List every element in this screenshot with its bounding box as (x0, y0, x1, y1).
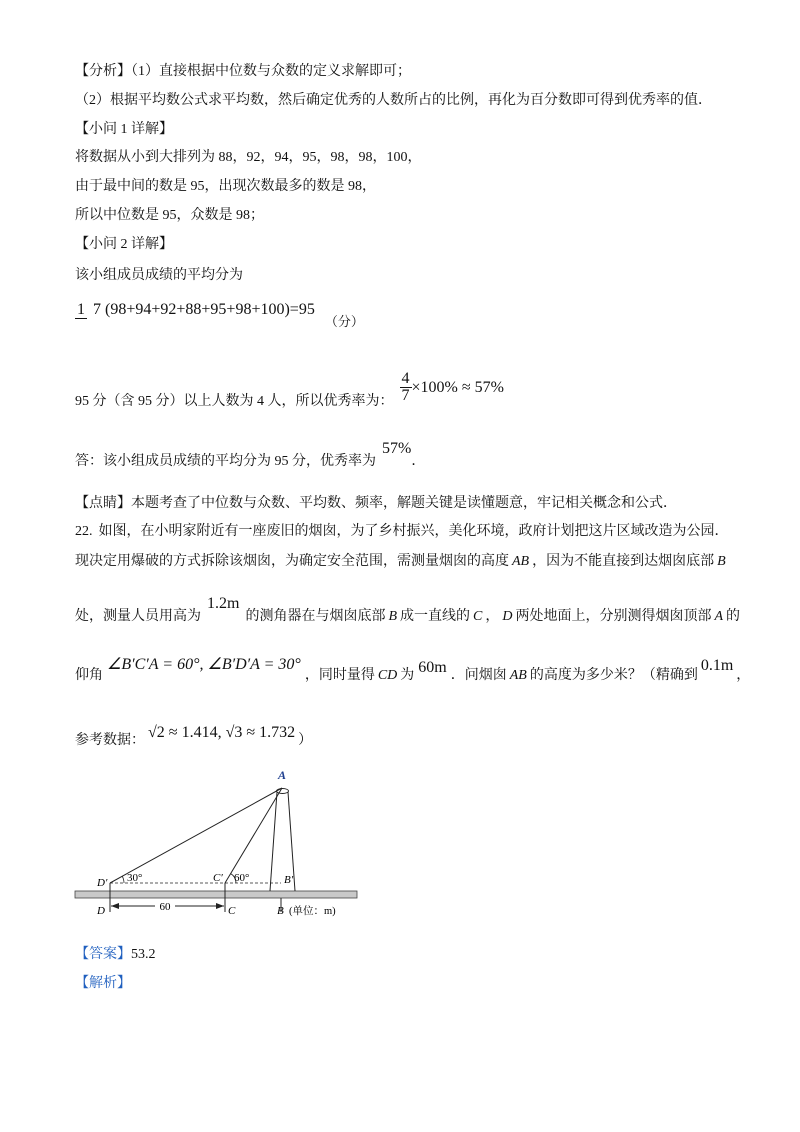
part1-line-result: 所以中位数是 95，众数是 98； (75, 208, 264, 223)
part2-heading: 【小问 2 详解】 (75, 237, 173, 252)
label-upper-c: C′ (213, 872, 223, 884)
variable-b: B (717, 554, 726, 569)
rate-line (75, 370, 504, 412)
comment-line (75, 494, 677, 514)
conclusion-line (75, 440, 425, 472)
label-distance: 60 (159, 901, 171, 913)
mean-numerator: 1 (77, 301, 85, 318)
problem-line-3-text-a: 处，测量人员用高为 (75, 609, 201, 624)
rate-formula (400, 371, 504, 404)
reference-values: √2 ≈ 1.414, √3 ≈ 1.732 (148, 724, 296, 741)
problem-line-4 (75, 652, 750, 686)
analysis-label: 【分析】 (75, 64, 131, 79)
rate-fraction (400, 371, 412, 404)
problem-line-3-text-d: 两处地面上，分别测得烟囱顶部 (515, 609, 712, 624)
chimney-figure (70, 765, 365, 925)
problem-line-4-text-c: 为 (400, 668, 415, 683)
variable-a: A (714, 609, 724, 624)
variable-ab: AB (512, 554, 530, 569)
dimension-arrow-left (111, 903, 119, 909)
angle-arc-d (122, 876, 124, 883)
problem-line-5 (75, 717, 312, 751)
comment-text: 本题考查了中位数与众数、平均数、频率，解题关键是读懂题意，牢记相关概念和公式． (131, 496, 677, 511)
problem-line-2-text-a: 现决定用爆破的方式拆除该烟囱，为确定安全范围，需测量烟囱的高度 (75, 554, 509, 569)
problem-line-3-comma: ， (485, 609, 500, 624)
label-angle-30: 30° (127, 872, 143, 884)
reference-close: ） (298, 733, 313, 748)
problem-line-4-text-f: ， (736, 668, 751, 683)
conclusion-end: ． (411, 454, 426, 469)
rate-text: 95 分（含 95 分）以上人数为 4 人，所以优秀率为： (75, 394, 394, 409)
problem-number: 22. (75, 524, 93, 539)
variable-b: B (388, 609, 398, 624)
label-upper-d: D′ (97, 877, 108, 889)
problem-line-3-text-c: 成一直线的 (400, 609, 471, 624)
label-ground-b: B (277, 905, 284, 917)
solution-label: 【解析】 (75, 976, 131, 991)
label-ground-c: C (228, 905, 236, 917)
answer-value: 53.2 (131, 947, 156, 962)
analysis-point-2: （2）根据平均数公式求平均数，然后确定优秀的人数所占的比例，再化为百分数即可得到优秀率的值． (75, 93, 712, 108)
part2-intro: 该小组成员成绩的平均分为 (75, 268, 243, 283)
label-ground-d: D (97, 905, 105, 917)
instrument-height: 1.2m (207, 595, 240, 612)
variable-ab: AB (509, 668, 527, 683)
conclusion-text: 答：该小组成员成绩的平均分为 95 分，优秀率为 (75, 454, 376, 469)
dimension-arrow-right (216, 903, 224, 909)
distance-value: 60m (418, 659, 447, 676)
label-upper-b: B′ (284, 874, 294, 886)
problem-line-4-text-d: ．问烟囱 (450, 668, 507, 683)
variable-cd: CD (377, 668, 398, 683)
label-angle-60: 60° (234, 872, 250, 884)
problem-line-2-text-b: ，因为不能直接到达烟囱底部 (532, 554, 715, 569)
mean-unit: （分） (324, 314, 364, 329)
problem-line-4-text-e: 的高度为多少米？（精确到 (529, 668, 698, 683)
problem-line-3-text-b: 的测角器在与烟囱底部 (245, 609, 386, 624)
problem-line-2 (75, 552, 726, 572)
analysis-line-1 (75, 62, 411, 82)
conclusion-rate: 57% (382, 440, 412, 457)
variable-c: C (473, 609, 483, 624)
analysis-point-1: （1）直接根据中位数与众数的定义求解即可； (131, 64, 411, 79)
mean-fraction (75, 302, 103, 318)
sight-line-d (110, 788, 282, 883)
rate-denominator: 7 (401, 387, 410, 404)
mean-expression: (98+94+92+88+95+98+100)=95 (105, 301, 315, 318)
problem-line-4-text-b: ，同时量得 (304, 668, 375, 683)
rate-expression: ×100% ≈ 57% (411, 378, 504, 396)
variable-d: D (502, 609, 513, 624)
problem-line-1 (75, 522, 729, 542)
comment-label: 【点睛】 (75, 496, 131, 511)
ground-strip (75, 891, 357, 898)
label-apex-a: A (278, 768, 287, 782)
part1-heading: 【小问 1 详解】 (75, 122, 173, 137)
problem-line-3 (75, 597, 740, 627)
problem-line-4-text-a: 仰角 (75, 668, 103, 683)
mean-formula (75, 300, 364, 329)
part1-line-sorted: 将数据从小到大排列为 88，92，94，95，98，98，100， (75, 150, 422, 165)
answer-line (75, 945, 156, 965)
chimney-top (277, 789, 289, 794)
angle-formula: ∠B′C′A = 60°, ∠B′D′A = 30° (107, 656, 301, 673)
mean-denominator: 7 (93, 301, 101, 318)
precision-value: 0.1m (700, 657, 734, 674)
part1-line-reason: 由于最中间的数是 95，出现次数最多的数是 98， (75, 179, 376, 194)
reference-label: 参考数据： (75, 733, 145, 748)
answer-label: 【答案】 (75, 947, 131, 962)
problem-line-3-text-e: 的 (726, 609, 741, 624)
label-unit: (单位：m) (289, 906, 336, 917)
rate-numerator: 4 (401, 370, 410, 387)
problem-line-1-text: 如图，在小明家附近有一座废旧的烟囱，为了乡村振兴，美化环境，政府计划把这片区域改造为公园． (98, 524, 729, 539)
